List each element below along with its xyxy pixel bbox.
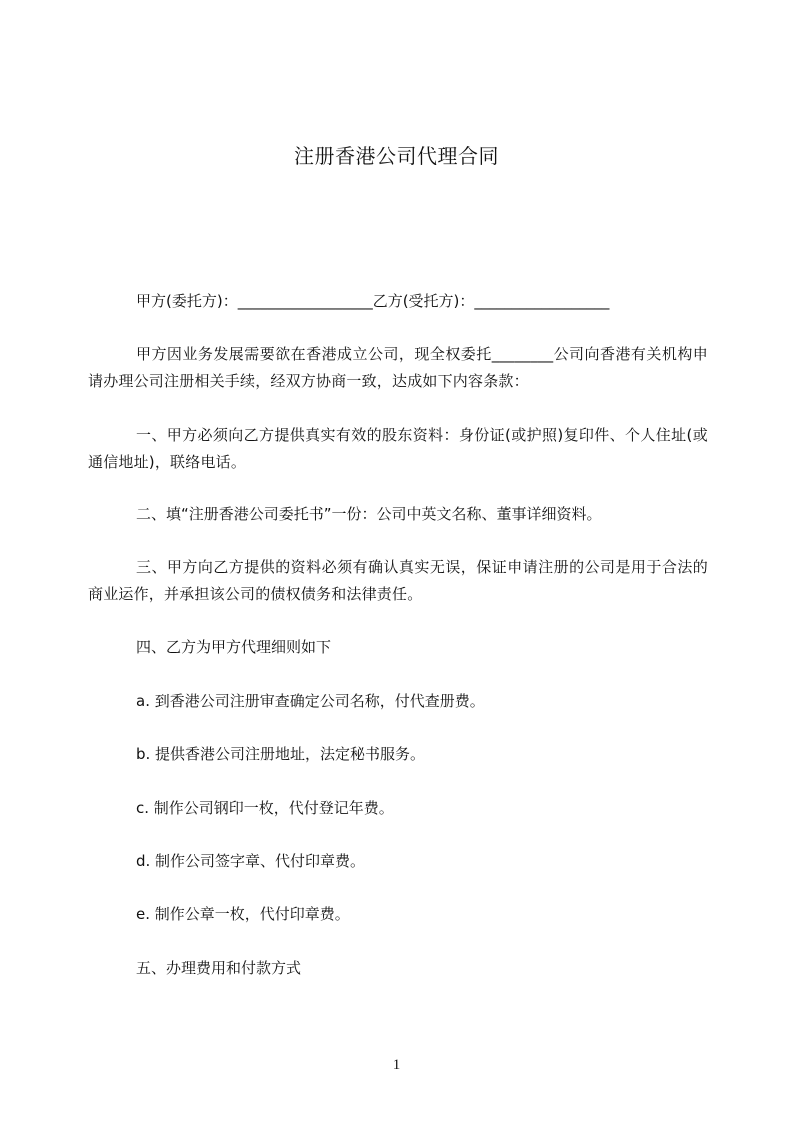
clause-2: 二、填“注册香港公司委托书”一份：公司中英文名称、董事详细资料。	[136, 505, 602, 523]
clause-1: 一、甲方必须向乙方提供真实有效的股东资料：身份证(或护照)复印件、个人住址(或通信地址)，联络电话。	[88, 426, 708, 471]
section-five-heading: 五、办理费用和付款方式	[136, 959, 302, 977]
page-number: 1	[392, 1057, 401, 1073]
list-item-e: e. 制作公章一枚，代付印章费。	[136, 905, 350, 923]
clause-3: 三、甲方向乙方提供的资料必须有确认真实无误，保证申请注册的公司是用于合法的商业运作，并承担该公司的债权债务和法律责任。	[88, 558, 708, 603]
list-item-c: c. 制作公司钢印一枚，代付登记年费。	[136, 799, 394, 817]
intro-paragraph: 甲方因业务发展需要欲在香港成立公司，现全权委托________公司向香港有关机构申请办理公司注册相关手续，经双方协商一致，达成如下内容条款：	[88, 345, 708, 390]
list-item-d: d. 制作公司签字章、代付印章费。	[136, 852, 366, 870]
clause-4: 四、乙方为甲方代理细则如下	[136, 638, 332, 656]
list-item-a: a. 到香港公司注册审查确定公司名称，付代查册费。	[136, 692, 485, 710]
parties-line: 甲方(委托方)：__________________乙方(受托方)：__________________	[136, 292, 610, 310]
document-title: 注册香港公司代理合同	[294, 144, 499, 168]
list-item-b: b. 提供香港公司注册地址，法定秘书服务。	[136, 745, 426, 763]
